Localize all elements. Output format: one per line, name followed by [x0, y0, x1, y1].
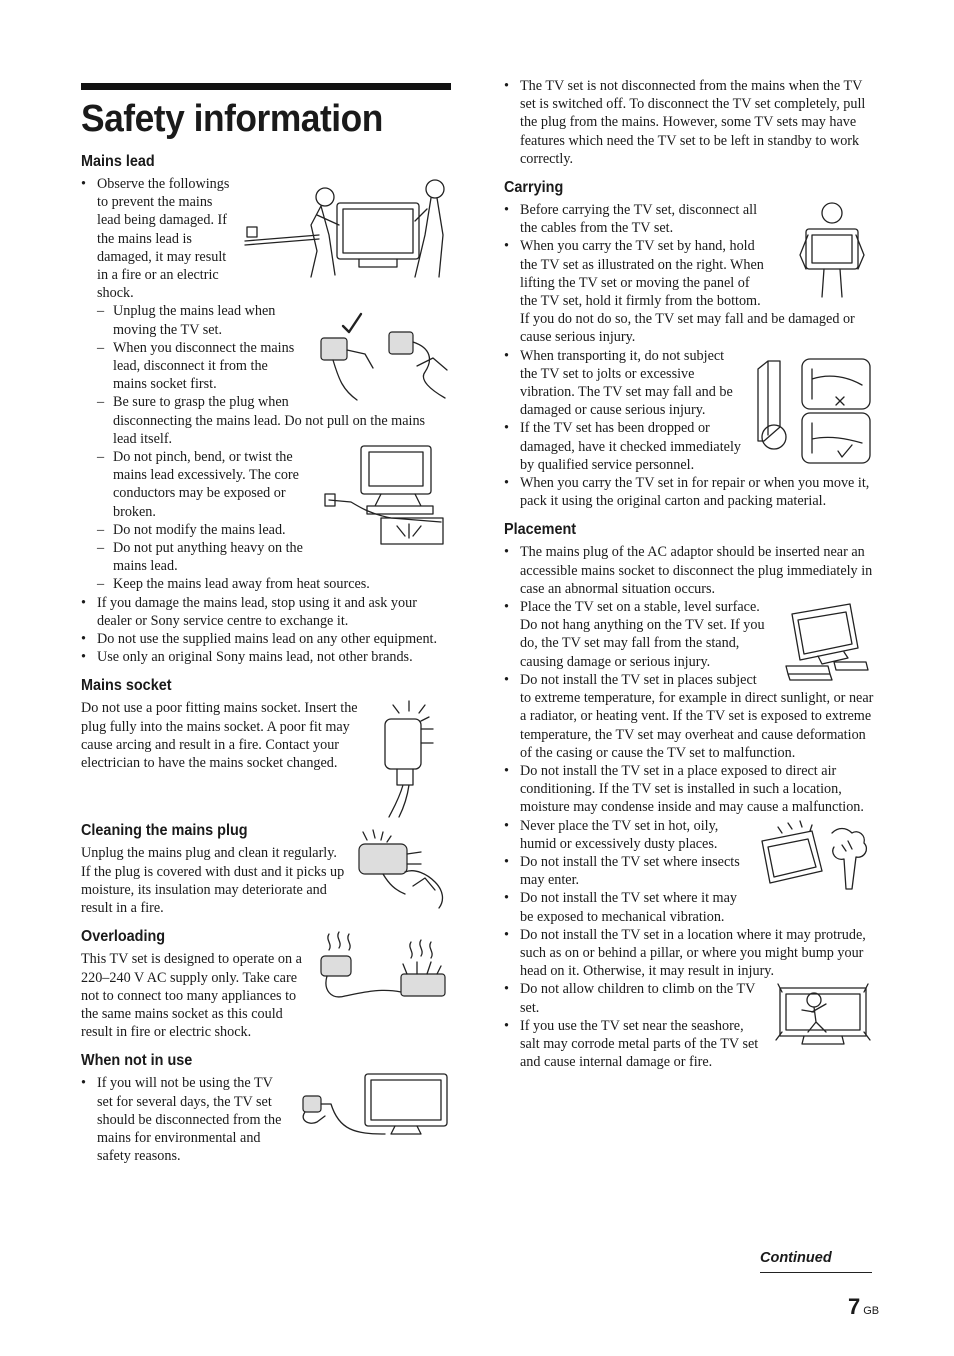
mains-lead-subitem: – Do not put anything heavy on the mains lead. — [81, 539, 451, 575]
placement-bullet: • Do not install the TV set where insects may enter. — [504, 853, 874, 889]
page-number-value: 7 — [848, 1294, 861, 1319]
mains-lead-intro: • Observe the followings to prevent the mains lead being damaged. If the mains lead is damaged, it may result in a fire or an electric shock. — [81, 175, 451, 302]
placement-bullet: • Place the TV set on a stable, level surface. Do not hang anything on the TV set. If you do, the TV set may fall from the stand, causing damage or serious injury. — [504, 598, 874, 671]
mains-lead-subitem: – Keep the mains lead away from heat sources. — [81, 575, 451, 593]
left-column — [81, 83, 451, 1165]
heading-carrying: Carrying — [504, 179, 564, 197]
cleaning-text: Unplug the mains plug and clean it regularly. If the plug is covered with dust and it picks up moisture, its insulation may deteriorate and result in a fire. — [81, 845, 345, 917]
page-number — [848, 1294, 879, 1320]
carrying-bullet: • When transporting it, do not subject the TV set to jolts or excessive vibration. The TV set may fall and be damaged or cause serious injury. — [504, 347, 874, 420]
mains-lead-subitem: – When you disconnect the mains lead, disconnect it from the mains socket first. — [81, 339, 451, 394]
heading-when-not-in-use: When not in use — [81, 1052, 193, 1070]
page-title: Safety information — [81, 98, 383, 140]
placement-bullet: • If you use the TV set near the seashore, salt may corrode metal parts of the TV set and cause internal damage or fire. — [504, 1017, 874, 1072]
placement-bullet: • Do not install the TV set in a location where it may protrude, such as on or behind a pillar, or where you might bump your head on it. Otherwise, it may result in injury. — [504, 926, 874, 981]
placement-bullet: • Never place the TV set in hot, oily, humid or excessively dusty places. — [504, 817, 874, 853]
mains-socket-illustration — [369, 699, 451, 819]
mains-lead-bullet: • If you damage the mains lead, stop using it and ask your dealer or Sony service centre to exchange it. — [81, 594, 451, 630]
heading-mains-socket: Mains socket — [81, 677, 172, 695]
placement-bullet: • The mains plug of the AC adaptor should be inserted near an accessible mains socket to disconnect the plug immediately in case an abnormal situation occurs. — [504, 543, 874, 598]
disconnect-bullet: • The TV set is not disconnected from the mains when the TV set is switched off. To disconnect the TV set completely, pull the plug from the mains. However, some TV sets may have features which need the TV set to be left in standby to work correctly. — [504, 77, 874, 168]
mains-lead-subitem: – Be sure to grasp the plug when disconnecting the mains lead. Do not pull on the mains lead itself. — [81, 393, 451, 448]
heading-cleaning: Cleaning the mains plug — [81, 822, 248, 840]
placement-bullet: • Do not install the TV set in places subject to extreme temperature, for example in direct sunlight, or near a radiator, or heating vent. If the TV set is exposed to extreme temperature, the TV set may overheat and cause deformation of the casing or cause the TV set to malfunction. — [504, 671, 874, 762]
title-rule — [81, 83, 451, 90]
placement-bullet: • Do not install the TV set in a place exposed to direct air conditioning. If the TV set is installed in such a location, moisture may condense inside and may cause a malfunction. — [504, 762, 874, 817]
carrying-bullet: • When you carry the TV set by hand, hold the TV set as illustrated on the right. When lifting the TV set or moving the panel of the TV set, hold it firmly from the bottom. If you do not do so, the TV set may fall and be damaged or cause serious injury. — [504, 237, 874, 346]
placement-bullet: • Do not allow children to climb on the TV set. — [504, 980, 874, 1016]
heading-overloading: Overloading — [81, 928, 166, 946]
placement-bullet: • Do not install the TV set where it may be exposed to mechanical vibration. — [504, 889, 874, 925]
mains-socket-text: Do not use a poor fitting mains socket. Insert the plug fully into the mains socket. A poor fit may cause arcing and result in a fire. Contact your electrician to have the mains socket changed. — [81, 700, 358, 772]
carrying-bullet: • When you carry the TV set in for repair or when you move it, pack it using the original carton and packing material. — [504, 474, 874, 510]
carrying-bullet: • Before carrying the TV set, disconnect all the cables from the TV set. — [504, 201, 874, 237]
mains-lead-subitem: – Do not pinch, bend, or twist the mains lead excessively. The core conductors may be exposed or broken. — [81, 448, 451, 521]
heading-placement: Placement — [504, 521, 577, 539]
overloading-text: This TV set is designed to operate on a 220–240 V AC supply only. Take care not to connect too many appliances to the same mains socket as this could result in fire or electric shock. — [81, 951, 302, 1041]
mains-lead-subitem: – Do not modify the mains lead. — [81, 521, 451, 539]
mains-lead-bullet: • Use only an original Sony mains lead, not other brands. — [81, 648, 451, 666]
heading-mains-lead: Mains lead — [81, 153, 155, 170]
right-column — [504, 77, 874, 1071]
not-in-use-bullet: • If you will not be using the TV set for several days, the TV set should be disconnected from the mains for environmental and safety reasons. — [81, 1074, 451, 1165]
carrying-bullet: • If the TV set has been dropped or damaged, have it checked immediately by qualified service personnel. — [504, 419, 874, 474]
page-number-suffix: GB — [863, 1305, 880, 1317]
mains-lead-bullet: • Do not use the supplied mains lead on any other equipment. — [81, 630, 451, 648]
continued-label: Continued — [760, 1248, 872, 1273]
mains-lead-subitem: – Unplug the mains lead when moving the TV set. — [81, 302, 451, 338]
